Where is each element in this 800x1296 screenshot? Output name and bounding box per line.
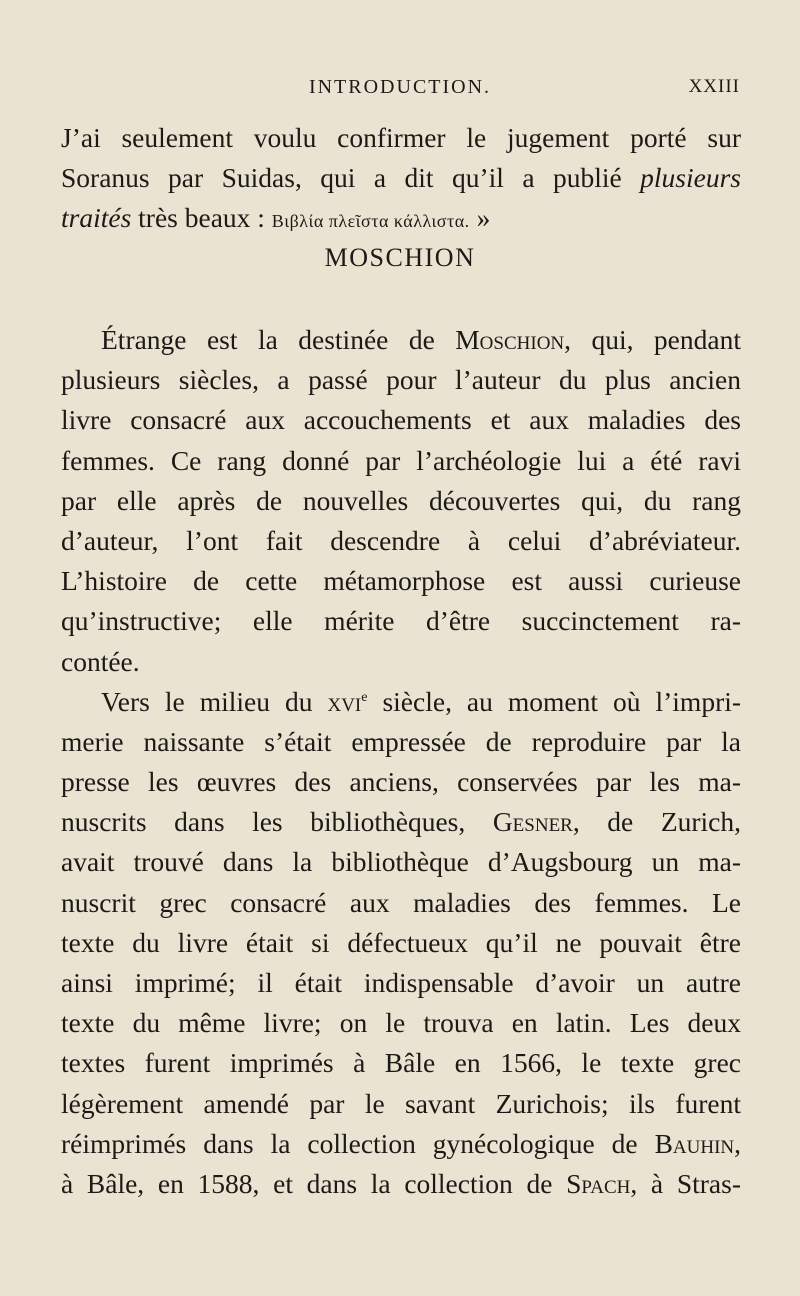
text-span: Soranus par Suidas, qui a dit qu’il a publié	[61, 162, 622, 194]
text-line: d’auteur, l’ont fait descendre à celui d’abréviateur.	[61, 524, 741, 556]
text-span: ,	[734, 1127, 742, 1159]
text-span: très beaux :	[138, 202, 265, 234]
running-title: INTRODUCTION.	[308, 76, 492, 98]
page-number: XXIII	[688, 76, 740, 97]
text-span: , qui, pendant	[564, 324, 741, 355]
text-line: qu’instructive; elle mérite d’être succinctement ra-	[61, 605, 741, 637]
text-line: texte du même livre; on le trouva en latin. Les deux	[61, 1007, 741, 1039]
text-line: nuscrit grec consacré aux maladies des femmes. Le	[61, 886, 741, 918]
text-line: femmes. Ce rang donné par l’archéologie lui a été ravi	[61, 444, 741, 476]
text-span: nuscrits dans les bibliothèques,	[61, 806, 466, 838]
text-line	[61, 1164, 741, 1204]
text-line	[61, 320, 741, 360]
text-line: contée.	[61, 645, 140, 677]
text-line: avait trouvé dans la bibliothèque d’Augsbourg un ma-	[61, 846, 741, 878]
text-line	[61, 682, 741, 722]
text-line: presse les œuvres des anciens, conservées par les ma-	[61, 766, 741, 798]
text-line: légèrement amendé par le savant Zurichois; ils furent	[61, 1087, 741, 1119]
text-line	[61, 158, 741, 198]
text-line	[61, 118, 741, 158]
text-span: , de Zurich,	[572, 806, 741, 838]
text-line: texte du livre était si défectueux qu’il ne pouvait être	[61, 926, 741, 958]
text-line	[61, 198, 741, 238]
text-line: livre consacré aux accouchements et aux maladies des	[61, 404, 741, 436]
text-span: J’ai seulement voulu confirmer le jugement porté sur	[61, 122, 741, 153]
small-caps-name: Bauhin	[654, 1127, 735, 1159]
small-caps-name: Moschion	[455, 324, 565, 355]
text-span: Vers le milieu du	[101, 685, 313, 717]
text-span: siècle, au moment où l’impri-	[382, 685, 742, 717]
text-line: L’histoire de cette métamorphose est aussi curieuse	[61, 565, 741, 597]
text-line	[61, 802, 741, 842]
section-title: MOSCHION	[324, 243, 476, 272]
text-line: ainsi imprimé; il était indispensable d’avoir un autre	[61, 967, 741, 998]
superscript: e	[361, 689, 368, 705]
roman-numeral: xvi	[327, 685, 362, 717]
small-caps-name: Spach	[566, 1167, 631, 1199]
text-line: textes furent imprimés à Bâle en 1566, le texte grec	[61, 1047, 741, 1079]
text-span: Étrange est la destinée de	[101, 324, 435, 355]
text-line: plusieurs siècles, a passé pour l’auteur du plus ancien	[61, 364, 741, 396]
text-line: par elle après de nouvelles découvertes qui, du rang	[61, 484, 741, 516]
text-line	[61, 1124, 741, 1164]
text-span: , à Stras-	[630, 1167, 741, 1199]
text-span: à Bâle, en 1588, et dans la collection de	[61, 1167, 553, 1199]
opening-paragraph	[61, 118, 741, 239]
text-span: réimprimés dans la collection gynécologique de	[61, 1127, 638, 1159]
closing-quote: »	[476, 202, 491, 234]
small-caps-name: Gesner	[492, 806, 573, 838]
main-paragraph	[61, 320, 741, 1204]
running-head	[60, 76, 740, 106]
italic-text: traités	[61, 202, 132, 234]
italic-text: plusieurs	[640, 162, 742, 194]
text-line: merie naissante s’était empressée de reproduire par la	[61, 725, 741, 757]
greek-quotation: Βιβλία πλεῖστα κάλλιστα.	[271, 211, 470, 232]
